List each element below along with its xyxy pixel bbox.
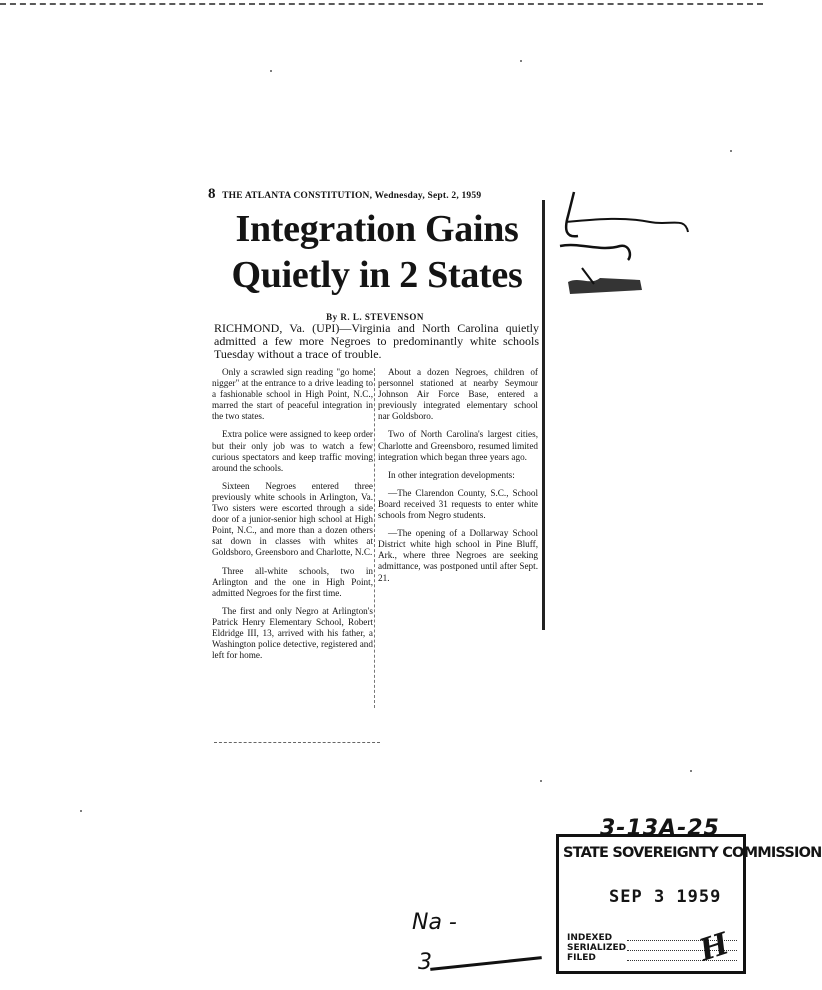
stamp-file-number: 3-13A-25 — [600, 816, 720, 841]
scan-speck — [730, 150, 732, 152]
handwritten-scribble — [560, 186, 710, 306]
stamp-row-filed: FILED — [567, 953, 737, 963]
right-paragraph: —The Clarendon County, S.C., School Board received 31 requests to enter white schools from Negro students. — [378, 487, 538, 521]
handwritten-note: Na - — [412, 910, 457, 935]
scan-speck — [270, 70, 272, 72]
masthead — [208, 186, 538, 203]
stamp-date: SEP 3 1959 — [609, 887, 722, 907]
article-end-rule — [214, 742, 380, 743]
publication-line: THE ATLANTA CONSTITUTION, Wednesday, Sept. 2, 1959 — [222, 191, 482, 201]
left-paragraph: Three all-white schools, two in Arlington and the one in High Point, admitted Negroes for the first time. — [212, 565, 373, 598]
scan-speck — [690, 770, 692, 772]
left-paragraph: Extra police were assigned to keep order but their only job was to watch a few curious spectators and keep traffic moving around the schools. — [212, 429, 373, 473]
stamp-row-serialized: SERIALIZED — [567, 943, 737, 953]
left-paragraph: Sixteen Negroes entered three previously white schools in Arlington, Va. Two sisters were escorted through a side door of a junior-senior high school at High Point, N.C., and more than a dozen others sat down in classes with whites at Goldsboro, Greensboro and Charlotte, N.C. — [212, 480, 373, 558]
headline — [214, 206, 540, 298]
right-paragraph: —The opening of a Dollarway School District white high school in Pine Bluff, Ark., where three Negroes are seeking admittance, was postponed until after Sept. 21. — [378, 528, 538, 583]
left-paragraph: Only a scrawled sign reading "go home nigger" at the entrance to a drive leading to a fashionable school in High Point, N.C., marred the start of peaceful integration in the two states. — [212, 367, 373, 422]
strike-through-mark — [430, 956, 542, 971]
right-paragraph: In other integration developments: — [388, 469, 515, 480]
left-paragraph: The first and only Negro at Arlington's Patrick Henry Elementary School, Robert Eldridge III, 13, arrived with his father, a Washington police detective, registered and left for home. — [212, 605, 373, 661]
scan-speck — [540, 780, 542, 782]
page-number: 8 — [208, 186, 216, 202]
stamp-row-indexed: INDEXED — [567, 933, 737, 943]
scan-speck — [520, 60, 522, 62]
lead-paragraph: RICHMOND, Va. (UPI)—Virginia and North Carolina quietly admitted a few more Negroes to predominantly white schools Tuesday without a trace of trouble. — [214, 321, 539, 361]
clipping-edge-rule — [542, 200, 545, 630]
stamp-title: STATE SOVEREIGNTY COMMISSION — [563, 845, 822, 861]
top-dashed-border — [0, 3, 763, 5]
article-left-column — [212, 367, 373, 668]
handwritten-initials: H — [695, 926, 734, 969]
right-paragraph: Two of North Carolina's largest cities, Charlotte and Greensboro, resumed limited integration which began three years ago. — [378, 429, 538, 462]
byline: By R. L. STEVENSON — [326, 312, 424, 322]
headline-line-2: Quietly in 2 States — [231, 254, 523, 296]
right-paragraph: About a dozen Negroes, children of personnel stationed at nearby Seymour Johnson Air Force Base, entered a previously integrated elementary school nar Goldsboro. — [378, 367, 538, 422]
headline-line-1: Integration Gains — [235, 208, 519, 250]
scan-speck — [80, 810, 82, 812]
column-divider — [374, 368, 375, 708]
handwritten-number: 3 — [418, 950, 432, 975]
article-right-column — [378, 367, 538, 591]
